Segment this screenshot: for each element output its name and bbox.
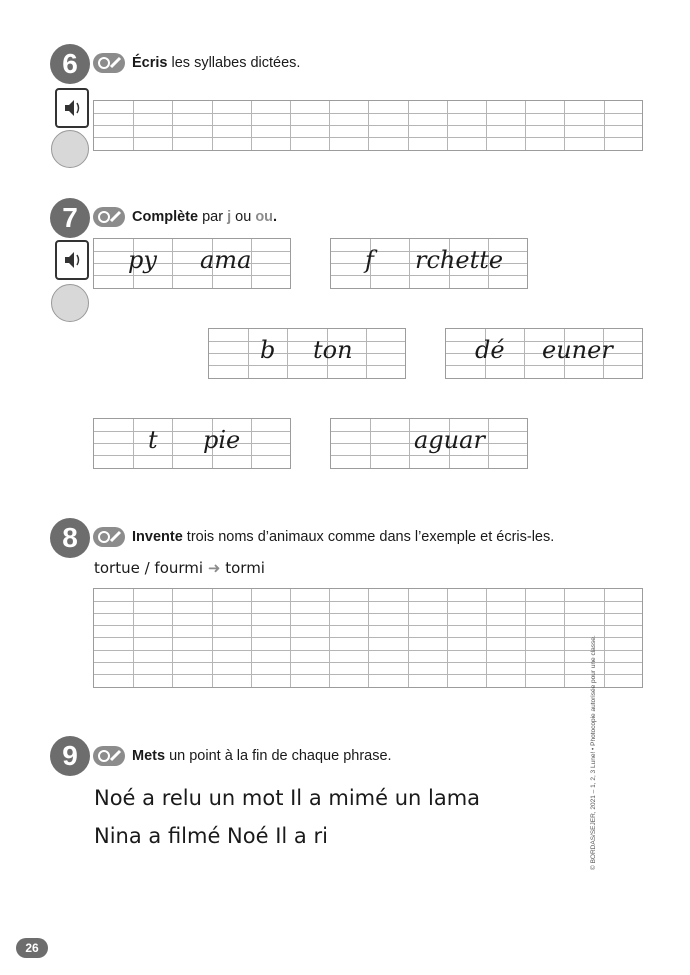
word-grid-3[interactable] (208, 328, 406, 379)
exercise-6-writing-grid[interactable] (93, 100, 643, 151)
exercise-6-instruction: Écris les syllabes dictées. (132, 55, 301, 71)
word-5-end: pie (203, 426, 241, 454)
exercise-8-instruction: Invente trois noms d’animaux comme dans l’exemple et écris-les. (132, 529, 555, 545)
word-4-start: dé (475, 336, 505, 364)
exercise-8-writing-grid[interactable] (93, 588, 643, 688)
word-6-end: aguar (414, 426, 485, 454)
exercise-9-number: 9 (50, 736, 90, 776)
exercise-8-example: tortue / fourmi ➜ tormi (94, 559, 265, 577)
word-1-start: py (128, 246, 157, 274)
word-4-end: euner (542, 336, 613, 364)
exercise-6-number: 6 (50, 44, 90, 84)
word-3-start: b (260, 336, 276, 364)
exercise-9-instruction: Mets un point à la fin de chaque phrase. (132, 748, 392, 764)
pencil-icon (93, 53, 125, 73)
arrow-icon: ➜ (207, 559, 221, 577)
word-5-start: t (148, 426, 158, 454)
exercise-7-number: 7 (50, 198, 90, 238)
pencil-icon (93, 746, 125, 766)
page-number: 26 (16, 938, 48, 958)
exercise-7-instruction: Complète par j ou ou. (132, 209, 278, 225)
word-2-start: f (365, 246, 374, 274)
speaker-icon (55, 240, 89, 280)
word-2-end: rchette (415, 246, 504, 274)
word-grid-5[interactable] (93, 418, 291, 469)
speaker-icon (55, 88, 89, 128)
sentence-2: Nina a filmé Noé Il a ri (94, 824, 328, 848)
word-3-end: ton (313, 336, 353, 364)
sentence-1: Noé a relu un mot Il a mimé un lama (94, 786, 481, 810)
pencil-icon (93, 527, 125, 547)
pencil-icon (93, 207, 125, 227)
children-icon (51, 284, 89, 322)
children-icon (51, 130, 89, 168)
word-grid-1[interactable] (93, 238, 291, 289)
exercise-8-number: 8 (50, 518, 90, 558)
word-1-end: ama (200, 246, 252, 274)
copyright-note: © BORDAS/SEJER, 2021 – 1, 2, 3 Lune! • Photocopie autorisée pour une classe. (590, 635, 597, 870)
